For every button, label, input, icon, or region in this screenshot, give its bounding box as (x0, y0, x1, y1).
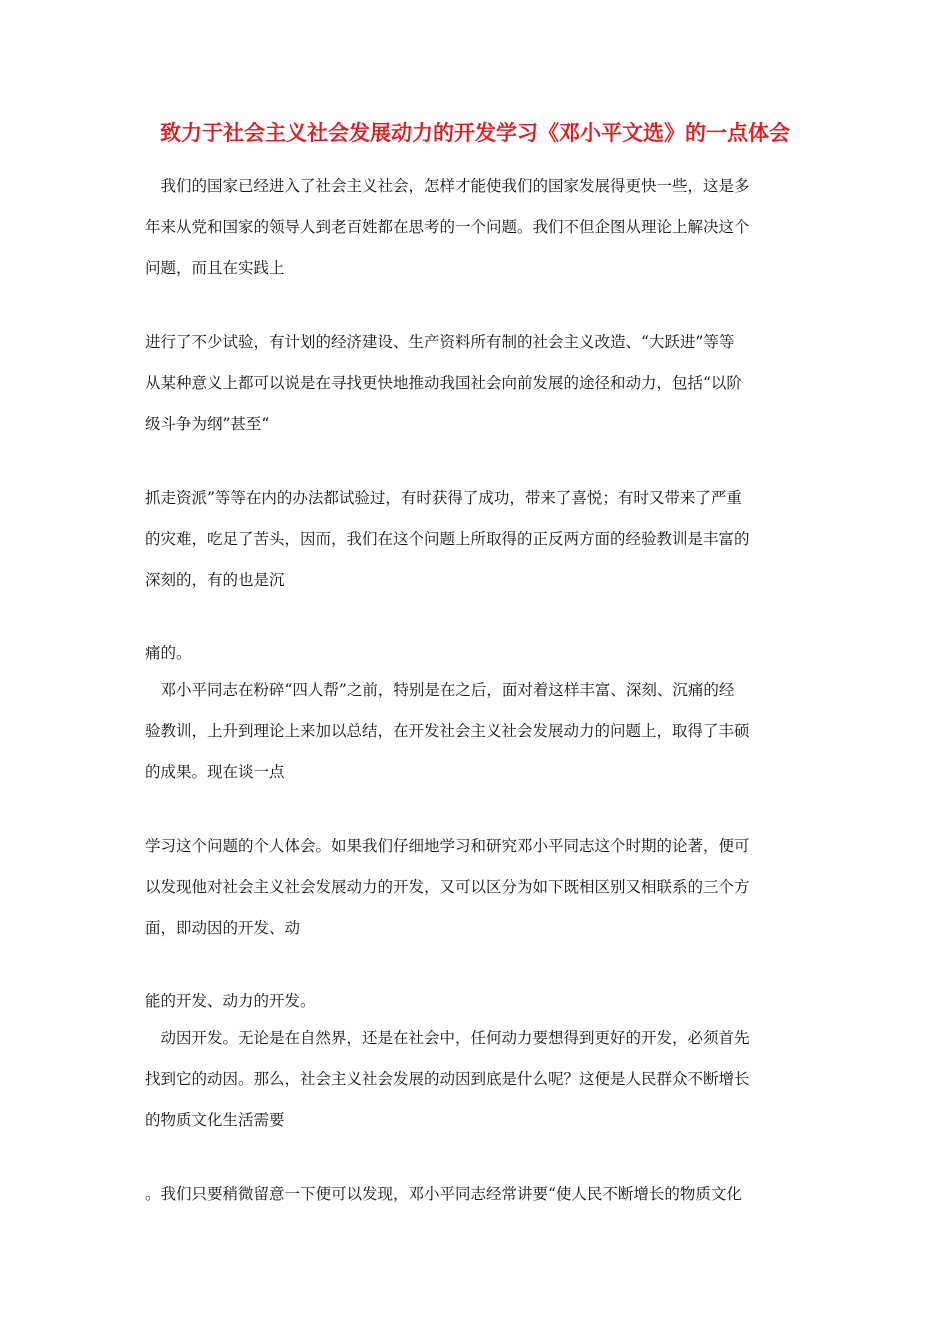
document-title: 致力于社会主义社会发展动力的开发学习《邓小平文选》的一点体会 (160, 120, 790, 145)
body-line: 以发现他对社会主义社会发展动力的开发，又可以区分为如下既相区别又相联系的三个方 (145, 878, 750, 896)
body-line: 的物质文化生活需要 (145, 1111, 285, 1129)
body-line: 邓小平同志在粉碎“四人帮”之前，特别是在之后，面对着这样丰富、深刻、沉痛的经 (145, 681, 735, 699)
body-line: 。我们只要稍微留意一下便可以发现，邓小平同志经常讲要“使人民不断增长的物质文化 (145, 1185, 742, 1203)
body-line: 年来从党和国家的领导人到老百姓都在思考的一个问题。我们不但企图从理论上解决这个 (145, 218, 750, 236)
body-line: 进行了不少试验，有计划的经济建设、生产资料所有制的社会主义改造、“大跃进”等等 (145, 333, 735, 351)
body-line: 找到它的动因。那么，社会主义社会发展的动因到底是什么呢？这便是人民群众不断增长 (145, 1070, 750, 1088)
body-line: 的灾难，吃足了苦头，因而，我们在这个问题上所取得的正反两方面的经验教训是丰富的 (145, 530, 750, 548)
body-line: 验教训，上升到理论上来加以总结，在开发社会主义社会发展动力的问题上，取得了丰硕 (145, 722, 750, 740)
body-line: 面，即动因的开发、动 (145, 919, 301, 937)
body-line: 动因开发。无论是在自然界，还是在社会中，任何动力要想得到更好的开发，必须首先 (145, 1029, 750, 1047)
body-line: 问题，而且在实践上 (145, 259, 285, 277)
body-line: 抓走资派”等等在内的办法都试验过，有时获得了成功，带来了喜悦；有时又带来了严重 (145, 489, 742, 507)
body-line: 痛的。 (145, 644, 192, 662)
body-line: 深刻的，有的也是沉 (145, 571, 285, 589)
body-line: 从某种意义上都可以说是在寻找更快地推动我国社会向前发展的途径和动力，包括“以阶 (145, 374, 742, 392)
body-line: 学习这个问题的个人体会。如果我们仔细地学习和研究邓小平同志这个时期的论著，便可 (145, 837, 750, 855)
body-line: 的成果。现在谈一点 (145, 763, 285, 781)
body-line: 级斗争为纲”甚至“ (145, 415, 270, 433)
body-line: 我们的国家已经进入了社会主义社会，怎样才能使我们的国家发展得更快一些，这是多 (145, 177, 750, 195)
body-line: 能的开发、动力的开发。 (145, 992, 316, 1010)
